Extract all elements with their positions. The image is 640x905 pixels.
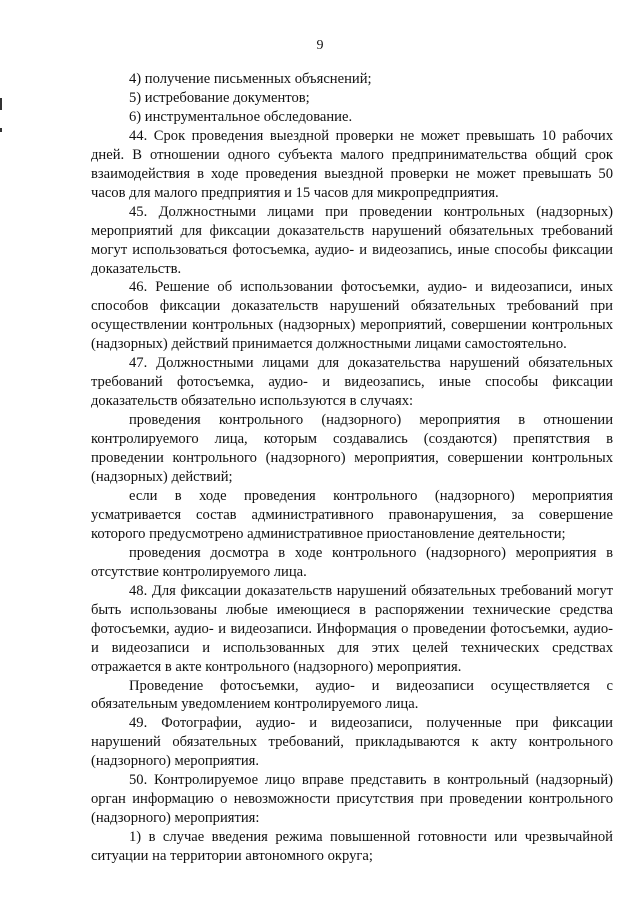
clause-50-item-1: 1) в случае введения режима повышенной готовности или чрезвычайной ситуации на территории автономного округа; bbox=[91, 829, 613, 865]
list-item-4: 4) получение письменных объяснений; bbox=[129, 71, 372, 87]
clause-47: 47. Должностными лицами для доказательства нарушений обязательных требований фотосъемка, аудио- и видеозапись, иные способы фиксации доказательств обязательно используются в случаях: bbox=[91, 355, 613, 410]
page-number: 9 bbox=[316, 38, 324, 53]
document-body bbox=[91, 70, 613, 866]
list-item-5: 5) истребование документов; bbox=[129, 89, 310, 106]
scan-edge-mark bbox=[0, 128, 2, 132]
clause-46: 46. Решение об использовании фотосъемки, аудио- и видеозаписи, иных способов фиксации доказательств нарушений обязательных требований при осуществлении контрольных (надзорных) мероприятий, совершении контрольных (надзорных) действий принимается должностными лицами самостоятельно. bbox=[91, 279, 613, 353]
list-item-6: 6) инструментальное обследование. bbox=[129, 108, 353, 125]
clause-47-case-3: проведения досмотра в ходе контрольного (надзорного) мероприятия в отсутствие контролируемого лица. bbox=[91, 544, 613, 580]
clause-44: 44. Срок проведения выездной проверки не может превышать 10 рабочих дней. В отношении одного субъекта малого предпринимательства общий срок взаимодействия в ходе проведения выездной проверки не может превышать 50 часов для малого предприятия и 15 часов для микропредприятия. bbox=[91, 127, 613, 201]
clause-50: 50. Контролируемое лицо вправе представить в контрольный (надзорный) орган информацию о невозможности присутствия при проведении контрольного (надзорного) мероприятия: bbox=[91, 772, 613, 827]
clause-47-case-1: проведения контрольного (надзорного) мероприятия в отношении контролируемого лица, которым создавались (создаются) препятствия в проведении контрольного (надзорного) мероприятия, совершении контрольных (надзорных) действий; bbox=[91, 412, 613, 486]
clause-48-note: Проведение фотосъемки, аудио- и видеозаписи осуществляется с обязательным уведомлением контролируемого лица. bbox=[91, 677, 613, 713]
clause-48: 48. Для фиксации доказательств нарушений обязательных требований могут быть использованы любые имеющиеся в распоряжении технические средства фотосъемки, аудио- и видеозаписи. Информация о проведении фотосъемки, аудио- и видеозаписи и использованных для этих целей технических средствах отражается в акте контрольного (надзорного) мероприятия. bbox=[91, 582, 613, 675]
clause-47-case-2: если в ходе проведения контрольного (надзорного) мероприятия усматривается состав административного правонарушения, за совершение которого предусмотрено административное приостановление деятельности; bbox=[91, 487, 613, 542]
clause-49: 49. Фотографии, аудио- и видеозаписи, полученные при фиксации нарушений обязательных требований, прикладываются к акту контрольного (надзорного) мероприятия. bbox=[91, 715, 613, 770]
scan-edge-mark bbox=[0, 98, 2, 110]
clause-45: 45. Должностными лицами при проведении контрольных (надзорных) мероприятий для фиксации доказательств нарушений обязательных требований могут использоваться фотосъемка, аудио- и видеозапись, иные способы фиксации доказательств. bbox=[91, 203, 613, 277]
